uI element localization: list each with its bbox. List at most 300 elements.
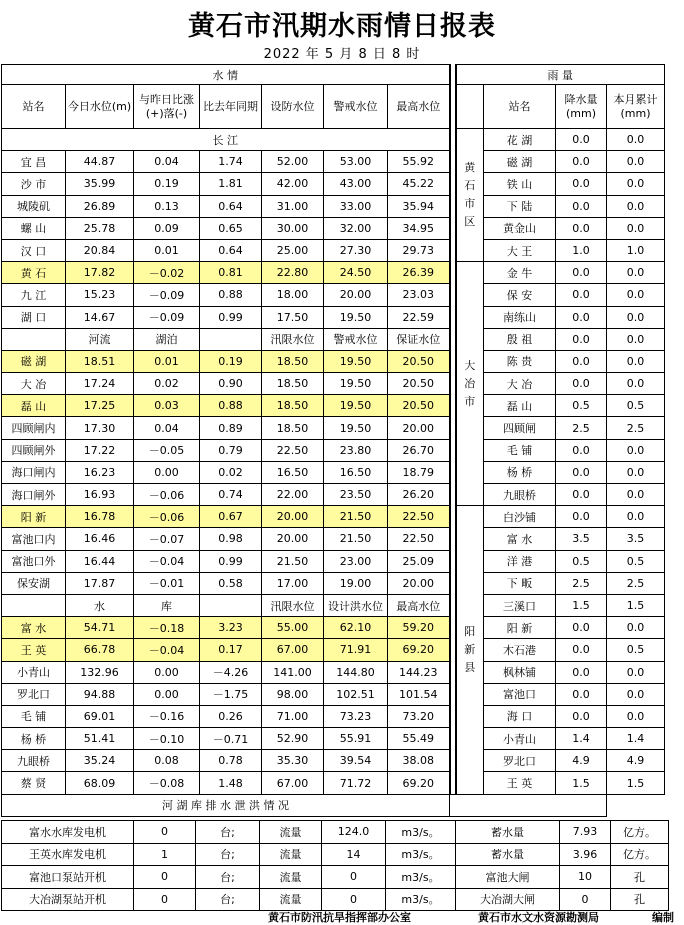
rain-amount: 0.0 (556, 439, 607, 461)
station-value: 22.80 (262, 262, 324, 284)
table-row (2, 772, 665, 794)
rain-month-total: 0.0 (607, 173, 665, 195)
station-value: 0.74 (200, 484, 262, 506)
rain-month-total: 0.0 (607, 350, 665, 372)
rain-amount: 0.0 (556, 683, 607, 705)
station-value: －0.07 (134, 528, 200, 550)
station-value: 19.00 (324, 572, 388, 594)
station-value: 20.00 (324, 284, 388, 306)
rain-month-total: 0.0 (607, 373, 665, 395)
table-row (2, 594, 665, 616)
rain-amount: 1.5 (556, 772, 607, 794)
station-value: 69.20 (388, 639, 450, 661)
station-value: 0.09 (134, 217, 200, 239)
col-highest: 最高水位 (388, 85, 450, 129)
rain-amount: 0.5 (556, 550, 607, 572)
station-value: 20.50 (388, 395, 450, 417)
rain-month-total: 0.0 (607, 484, 665, 506)
station-value: 32.00 (324, 217, 388, 239)
station-value: 25.09 (388, 550, 450, 572)
station-name: 四顾闸内 (2, 417, 66, 439)
station-value: 23.80 (324, 439, 388, 461)
station-name: 磁 湖 (2, 350, 66, 372)
discharge-table (1, 820, 669, 911)
station-value: －0.06 (134, 484, 200, 506)
station-value: 20.00 (262, 506, 324, 528)
rain-month-total: 0.0 (607, 705, 665, 727)
station-value: 0.02 (200, 461, 262, 483)
station-value: 67.00 (262, 639, 324, 661)
station-value: 20.50 (388, 373, 450, 395)
rain-month-total: 3.5 (607, 528, 665, 550)
station-value: 0.64 (200, 195, 262, 217)
station-value: 16.46 (66, 528, 134, 550)
station-value: －1.75 (200, 683, 262, 705)
rain-station: 毛 铺 (484, 439, 556, 461)
storage-label: 富池大闸 (456, 866, 560, 889)
storage-value: 10 (560, 866, 611, 889)
header-row-columns (2, 85, 665, 129)
rain-month-total: 0.0 (607, 661, 665, 683)
discharge-count: 0 (134, 888, 196, 911)
subheader-blank (200, 594, 262, 616)
rain-amount: 0.0 (556, 661, 607, 683)
rain-amount: 2.5 (556, 417, 607, 439)
station-value: －0.04 (134, 639, 200, 661)
report-date: 2022 年 5 月 8 日 8 时 (263, 47, 421, 62)
table-row (2, 328, 665, 350)
station-value: 39.54 (324, 750, 388, 772)
station-value: 18.50 (262, 395, 324, 417)
station-value: 52.90 (262, 728, 324, 750)
rain-station: 花 湖 (484, 129, 556, 151)
table-row (2, 550, 665, 572)
station-value: 0.01 (134, 239, 200, 261)
col-r-month: 本月累计(mm) (607, 85, 665, 129)
flow-unit: m3/s。 (386, 888, 456, 911)
station-value: 17.22 (66, 439, 134, 461)
station-value: 44.87 (66, 151, 134, 173)
station-value: 55.91 (324, 728, 388, 750)
station-value: 19.50 (324, 395, 388, 417)
rain-month-total: 0.0 (607, 506, 665, 528)
station-value: 17.24 (66, 373, 134, 395)
rain-amount: 0.0 (556, 484, 607, 506)
station-value: 14.67 (66, 306, 134, 328)
rain-month-total: 0.0 (607, 262, 665, 284)
station-value: －0.10 (134, 728, 200, 750)
station-value: 21.50 (262, 550, 324, 572)
station-value: 42.00 (262, 173, 324, 195)
discharge-row (2, 866, 669, 889)
rain-amount: 0.0 (556, 350, 607, 372)
table-row (2, 129, 665, 151)
discharge-row (2, 888, 669, 911)
discharge-name: 富池口泵站开机 (2, 866, 134, 889)
station-name: 湖 口 (2, 306, 66, 328)
rain-amount: 0.0 (556, 284, 607, 306)
station-value: 21.50 (324, 506, 388, 528)
table-row (2, 239, 665, 261)
station-name: 罗北口 (2, 683, 66, 705)
station-value: 29.73 (388, 239, 450, 261)
subheader-c4: 汛限水位 (262, 594, 324, 616)
rain-month-total: 0.0 (607, 683, 665, 705)
station-value: 0.19 (200, 350, 262, 372)
rain-station: 下 陆 (484, 195, 556, 217)
station-value: 0.90 (200, 373, 262, 395)
station-value: 54.71 (66, 617, 134, 639)
station-name: 城陵矶 (2, 195, 66, 217)
station-value: －4.26 (200, 661, 262, 683)
rain-station: 木石港 (484, 639, 556, 661)
station-name: 富池口内 (2, 528, 66, 550)
station-value: 62.10 (324, 617, 388, 639)
station-value: 38.08 (388, 750, 450, 772)
station-value: 25.78 (66, 217, 134, 239)
storage-value: 3.96 (560, 843, 611, 866)
station-value: 16.93 (66, 484, 134, 506)
rain-station: 南练山 (484, 306, 556, 328)
station-value: 18.79 (388, 461, 450, 483)
station-value: 98.00 (262, 683, 324, 705)
discharge-unit: 台; (196, 843, 260, 866)
station-value: 22.50 (388, 528, 450, 550)
rain-station: 大 冶 (484, 373, 556, 395)
storage-unit: 亿方。 (611, 821, 669, 844)
flow-value: 0 (322, 888, 386, 911)
station-value: 0.19 (134, 173, 200, 195)
rain-amount: 2.5 (556, 572, 607, 594)
table-row (2, 417, 665, 439)
storage-label: 大冶湖大闸 (456, 888, 560, 911)
rain-amount: 4.9 (556, 750, 607, 772)
rain-station: 阳 新 (484, 617, 556, 639)
table-row (2, 151, 665, 173)
station-name: 磊 山 (2, 395, 66, 417)
rain-amount: 1.5 (556, 594, 607, 616)
storage-value: 7.93 (560, 821, 611, 844)
station-value: 20.84 (66, 239, 134, 261)
table-row (2, 661, 665, 683)
station-value: 18.50 (262, 417, 324, 439)
rain-month-total: 1.5 (607, 772, 665, 794)
rain-month-total: 0.0 (607, 217, 665, 239)
station-value: 26.20 (388, 484, 450, 506)
station-name: 宜 昌 (2, 151, 66, 173)
table-row (2, 617, 665, 639)
station-value: －0.02 (134, 262, 200, 284)
station-value: 16.44 (66, 550, 134, 572)
rain-station: 海 口 (484, 705, 556, 727)
station-value: 17.00 (262, 572, 324, 594)
station-value: 0.88 (200, 284, 262, 306)
station-value: 17.87 (66, 572, 134, 594)
flow-value: 124.0 (322, 821, 386, 844)
station-value: 26.39 (388, 262, 450, 284)
col-district (456, 85, 484, 129)
station-value: 68.09 (66, 772, 134, 794)
rain-amount: 0.0 (556, 173, 607, 195)
water-rain-table (1, 64, 665, 817)
subheader-c1: 河流 (66, 328, 134, 350)
station-value: 55.00 (262, 617, 324, 639)
rain-station: 下 畈 (484, 572, 556, 594)
station-value: 35.94 (388, 195, 450, 217)
rain-station: 磊 山 (484, 395, 556, 417)
station-value: 94.88 (66, 683, 134, 705)
rain-amount: 0.0 (556, 217, 607, 239)
table-row (2, 373, 665, 395)
footer-org1: 黄石市防汛抗旱指挥部办公室 (268, 911, 411, 924)
rain-month-total: 0.0 (607, 617, 665, 639)
footer-org2: 黄石市水文水资源勘测局 (478, 911, 599, 924)
station-value: 33.00 (324, 195, 388, 217)
rain-amount: 0.0 (556, 705, 607, 727)
discharge-name: 富水水库发电机 (2, 821, 134, 844)
station-value: 0.04 (134, 417, 200, 439)
station-value: 17.82 (66, 262, 134, 284)
rain-amount: 0.0 (556, 195, 607, 217)
footer-edit: 编制 (652, 911, 674, 924)
station-value: 101.54 (388, 683, 450, 705)
rain-month-total: 4.9 (607, 750, 665, 772)
station-value: －0.71 (200, 728, 262, 750)
station-name: 大 冶 (2, 373, 66, 395)
station-value: 18.50 (262, 350, 324, 372)
station-value: 69.01 (66, 705, 134, 727)
station-value: 0.78 (200, 750, 262, 772)
station-value: －0.06 (134, 506, 200, 528)
rain-station: 枫林铺 (484, 661, 556, 683)
discharge-count: 1 (134, 843, 196, 866)
station-value: 0.65 (200, 217, 262, 239)
subheader-c2: 库 (134, 594, 200, 616)
subheader-c5: 警戒水位 (324, 328, 388, 350)
flow-unit: m3/s。 (386, 821, 456, 844)
rain-station: 罗北口 (484, 750, 556, 772)
station-value: 19.50 (324, 350, 388, 372)
rain-station: 富 水 (484, 528, 556, 550)
rain-amount: 0.0 (556, 129, 607, 151)
station-name: 富 水 (2, 617, 66, 639)
subheader-c6: 最高水位 (388, 594, 450, 616)
rain-month-total: 0.0 (607, 129, 665, 151)
station-name: 九 江 (2, 284, 66, 306)
rain-station: 白沙铺 (484, 506, 556, 528)
station-name: 富池口外 (2, 550, 66, 572)
discharge-count: 0 (134, 866, 196, 889)
col-r-station: 站名 (484, 85, 556, 129)
rain-amount: 0.0 (556, 639, 607, 661)
station-value: 25.00 (262, 239, 324, 261)
station-value: 0.26 (200, 705, 262, 727)
discharge-unit: 台; (196, 866, 260, 889)
station-name: 海口闸内 (2, 461, 66, 483)
station-value: 71.91 (324, 639, 388, 661)
station-value: 69.20 (388, 772, 450, 794)
station-value: 20.00 (388, 417, 450, 439)
flow-label: 流量 (260, 821, 322, 844)
discharge-row (2, 843, 669, 866)
station-value: 26.89 (66, 195, 134, 217)
station-value: 1.48 (200, 772, 262, 794)
flow-value: 0 (322, 866, 386, 889)
flow-value: 14 (322, 843, 386, 866)
station-value: 0.88 (200, 395, 262, 417)
table-row (2, 506, 665, 528)
subheader-c4: 汛限水位 (262, 328, 324, 350)
station-value: －0.16 (134, 705, 200, 727)
rain-station: 三溪口 (484, 594, 556, 616)
table-row (2, 350, 665, 372)
rain-amount: 0.5 (556, 395, 607, 417)
station-value: －0.05 (134, 439, 200, 461)
station-value: 0.00 (134, 683, 200, 705)
station-name: 黄 石 (2, 262, 66, 284)
station-value: －0.09 (134, 284, 200, 306)
subheader-c1: 水 (66, 594, 134, 616)
station-name: 保安湖 (2, 572, 66, 594)
table-row (2, 461, 665, 483)
station-name: 螺 山 (2, 217, 66, 239)
col-change: 与昨日比涨(+)落(-) (134, 85, 200, 129)
station-value: 16.78 (66, 506, 134, 528)
station-value: 71.00 (262, 705, 324, 727)
rain-month-total: 1.0 (607, 239, 665, 261)
table-row (2, 173, 665, 195)
station-value: －0.08 (134, 772, 200, 794)
rain-month-total: 1.4 (607, 728, 665, 750)
rain-district: 阳新县 (456, 506, 484, 794)
storage-value: 0 (560, 888, 611, 911)
rain-station: 大 王 (484, 239, 556, 261)
station-value: 18.50 (262, 373, 324, 395)
rain-month-total: 0.0 (607, 461, 665, 483)
rain-station: 殷 祖 (484, 328, 556, 350)
station-value: 0.99 (200, 306, 262, 328)
station-name: 毛 铺 (2, 705, 66, 727)
subheader-blank (2, 328, 66, 350)
station-value: 19.50 (324, 306, 388, 328)
discharge-count: 0 (134, 821, 196, 844)
station-value: 0.81 (200, 262, 262, 284)
rain-month-total: 0.0 (607, 328, 665, 350)
rain-amount: 1.4 (556, 728, 607, 750)
rain-month-total: 0.5 (607, 639, 665, 661)
station-value: 0.01 (134, 350, 200, 372)
rain-month-total: 0.0 (607, 284, 665, 306)
rain-amount: 0.0 (556, 617, 607, 639)
col-today: 今日水位(m) (66, 85, 134, 129)
table-row (2, 217, 665, 239)
blank-cell (450, 794, 607, 816)
col-r-rain: 降水量(mm) (556, 85, 607, 129)
flow-label: 流量 (260, 888, 322, 911)
rain-header: 雨 量 (456, 65, 665, 85)
col-lastyear: 比去年同期 (200, 85, 262, 129)
station-value: 18.00 (262, 284, 324, 306)
station-value: 0.89 (200, 417, 262, 439)
station-value: 0.04 (134, 151, 200, 173)
station-value: 35.99 (66, 173, 134, 195)
rain-station: 小青山 (484, 728, 556, 750)
station-value: 15.23 (66, 284, 134, 306)
station-value: 0.08 (134, 750, 200, 772)
flow-label: 流量 (260, 866, 322, 889)
table-row (2, 572, 665, 594)
station-value: －0.01 (134, 572, 200, 594)
table-row (2, 284, 665, 306)
station-value: 45.22 (388, 173, 450, 195)
station-value: 0.58 (200, 572, 262, 594)
subheader-blank (2, 594, 66, 616)
station-value: 19.50 (324, 373, 388, 395)
station-value: －0.09 (134, 306, 200, 328)
station-value: 1.81 (200, 173, 262, 195)
station-value: 0.00 (134, 661, 200, 683)
station-value: 144.23 (388, 661, 450, 683)
station-value: 144.80 (324, 661, 388, 683)
discharge-title: 河 湖 库 排 水 泄 洪 情 况 (2, 794, 450, 816)
discharge-title-row (2, 794, 665, 816)
station-value: 67.00 (262, 772, 324, 794)
station-value: 21.50 (324, 528, 388, 550)
station-value: 73.20 (388, 705, 450, 727)
rain-amount: 0.0 (556, 461, 607, 483)
station-value: 17.30 (66, 417, 134, 439)
station-value: 27.30 (324, 239, 388, 261)
rain-month-total: 0.0 (607, 439, 665, 461)
rain-station: 杨 桥 (484, 461, 556, 483)
storage-unit: 亿方。 (611, 843, 669, 866)
station-value: 0.79 (200, 439, 262, 461)
report-title: 黄石市汛期水雨情日报表 (188, 11, 496, 42)
rain-station: 陈 贵 (484, 350, 556, 372)
station-value: 0.64 (200, 239, 262, 261)
table-row (2, 528, 665, 550)
station-name: 汉 口 (2, 239, 66, 261)
rain-amount: 3.5 (556, 528, 607, 550)
station-value: 0.00 (134, 461, 200, 483)
station-name: 四顾闸外 (2, 439, 66, 461)
station-value: 0.17 (200, 639, 262, 661)
station-value: 22.50 (262, 439, 324, 461)
table-row (2, 484, 665, 506)
station-value: 20.00 (262, 528, 324, 550)
station-value: 22.00 (262, 484, 324, 506)
table-row (2, 395, 665, 417)
storage-unit: 孔 (611, 888, 669, 911)
rain-amount: 1.0 (556, 239, 607, 261)
station-value: 16.50 (262, 461, 324, 483)
station-name: 小青山 (2, 661, 66, 683)
station-value: 0.03 (134, 395, 200, 417)
flow-unit: m3/s。 (386, 866, 456, 889)
table-row (2, 750, 665, 772)
station-value: 34.95 (388, 217, 450, 239)
rain-amount: 0.0 (556, 151, 607, 173)
table-row (2, 262, 665, 284)
station-value: 59.20 (388, 617, 450, 639)
station-value: 0.98 (200, 528, 262, 550)
station-name: 海口闸外 (2, 484, 66, 506)
station-value: 73.23 (324, 705, 388, 727)
discharge-row (2, 821, 669, 844)
rain-station: 黄金山 (484, 217, 556, 239)
station-value: 102.51 (324, 683, 388, 705)
table-row (2, 439, 665, 461)
